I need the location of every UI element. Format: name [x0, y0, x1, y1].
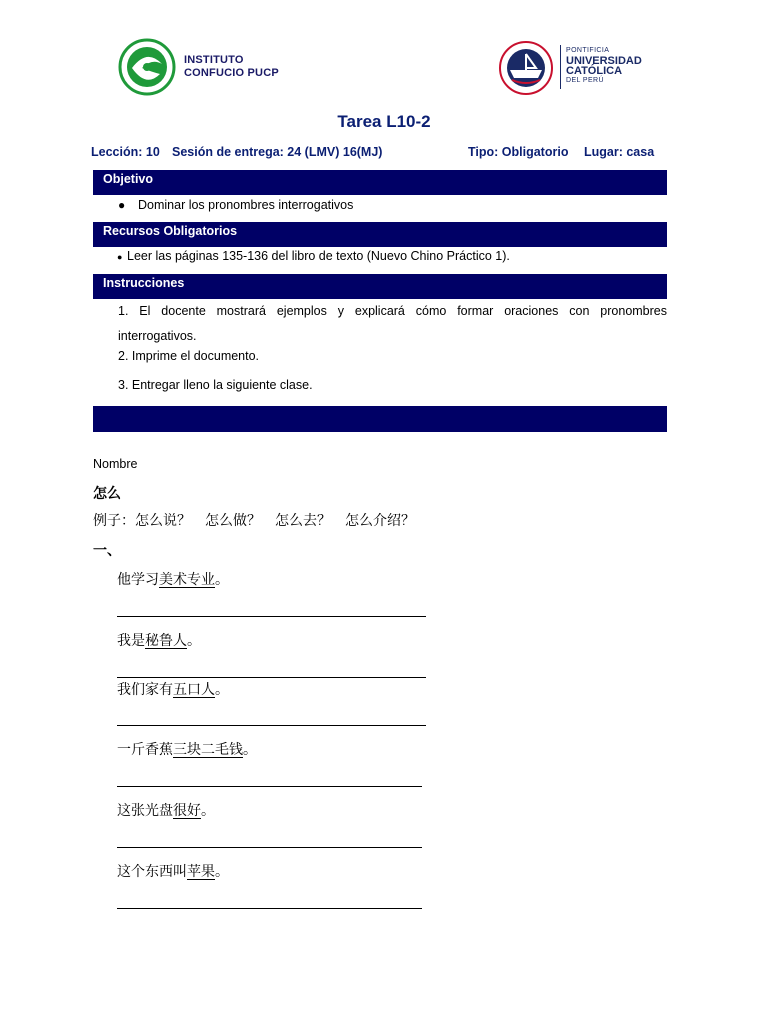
bullet-icon: ● — [117, 252, 123, 262]
sentence-pre: 我是 — [117, 633, 145, 649]
logo-line-universidad: UNIVERSIDAD — [566, 55, 642, 67]
logo-divider — [560, 45, 561, 89]
section-bar-objetivo — [93, 170, 667, 195]
sentence-post: 。 — [215, 864, 229, 880]
instruction-item-2: 2. Imprime el documento. — [118, 349, 260, 363]
sentence-1 — [117, 569, 229, 589]
meta-lugar: Lugar: casa — [584, 145, 655, 159]
objetivo-item: Dominar los pronombres interrogativos — [138, 198, 354, 212]
worksheet-example: 例子：怎么说？ 怎么做？ 怎么去？ 怎么介绍？ — [93, 513, 415, 529]
sentence-post: 。 — [243, 742, 257, 758]
sentence-post: 。 — [201, 803, 215, 819]
sentence-underlined: 秘鲁人 — [145, 633, 187, 649]
section-bar-instrucciones — [93, 274, 667, 299]
sentence-pre: 我们家有 — [117, 682, 173, 698]
sentence-post: 。 — [215, 682, 229, 698]
answer-line-2[interactable] — [117, 677, 426, 678]
name-label: Nombre — [93, 457, 138, 471]
part-label: 一、 — [93, 543, 121, 559]
recursos-bullet — [117, 249, 122, 263]
pucp-seal-icon — [498, 40, 554, 96]
section-bar-blank — [93, 406, 667, 432]
meta-leccion: Lección: 10 — [91, 145, 160, 159]
sentence-4 — [117, 739, 257, 759]
section-bar-recursos — [93, 222, 667, 247]
section-heading-recursos: Recursos Obligatorios — [103, 224, 238, 238]
logo-line-catolica: CATÓLICA — [566, 65, 623, 77]
sentence-3 — [117, 679, 229, 699]
logo-line-confucio: CONFUCIO PUCP — [184, 67, 279, 79]
sentence-underlined: 苹果 — [187, 864, 215, 880]
logo-line-pontificia: PONTIFICIA — [566, 47, 610, 54]
answer-line-3[interactable] — [117, 725, 426, 726]
recursos-item: Leer las páginas 135-136 del libro de texto (Nuevo Chino Práctico 1). — [127, 249, 510, 263]
answer-line-4[interactable] — [117, 786, 422, 787]
instruction-item-1: 1. El docente mostrará ejemplos y explicará cómo formar oraciones con pronombres interrogativos. — [118, 304, 667, 343]
instruction-item-3: 3. Entregar lleno la siguiente clase. — [118, 378, 313, 392]
confucio-emblem-icon — [118, 38, 176, 96]
answer-line-1[interactable] — [117, 616, 426, 617]
sentence-underlined: 美术专业 — [159, 572, 215, 588]
sentence-pre: 他学习 — [117, 572, 159, 588]
sentence-5 — [117, 800, 215, 820]
sentence-pre: 这个东西叫 — [117, 864, 187, 880]
pucp-logo — [498, 40, 658, 96]
sentence-pre: 这张光盘 — [117, 803, 173, 819]
sentence-underlined: 三块二毛钱 — [173, 742, 243, 758]
sentence-post: 。 — [215, 572, 229, 588]
worksheet-heading: 怎么 — [93, 486, 121, 502]
confucio-institute-logo — [118, 38, 288, 98]
section-heading-instrucciones: Instrucciones — [103, 276, 185, 290]
sentence-post: 。 — [187, 633, 201, 649]
logo-line-del-peru: DEL PERÚ — [566, 77, 604, 84]
bullet-icon: ● — [118, 198, 126, 212]
sentence-2 — [117, 630, 201, 650]
section-heading-objetivo: Objetivo — [103, 172, 154, 186]
sentence-underlined: 五口人 — [173, 682, 215, 698]
answer-line-5[interactable] — [117, 847, 422, 848]
objetivo-bullet — [118, 198, 125, 212]
meta-tipo: Tipo: Obligatorio — [468, 145, 569, 159]
answer-line-6[interactable] — [117, 908, 422, 909]
logo-line-instituto: INSTITUTO — [184, 54, 244, 66]
page-title: Tarea L10-2 — [337, 112, 431, 131]
meta-sesion: Sesión de entrega: 24 (LMV) 16(MJ) — [172, 145, 383, 159]
sentence-pre: 一斤香蕉 — [117, 742, 173, 758]
sentence-6 — [117, 861, 229, 881]
sentence-underlined: 很好 — [173, 803, 201, 819]
